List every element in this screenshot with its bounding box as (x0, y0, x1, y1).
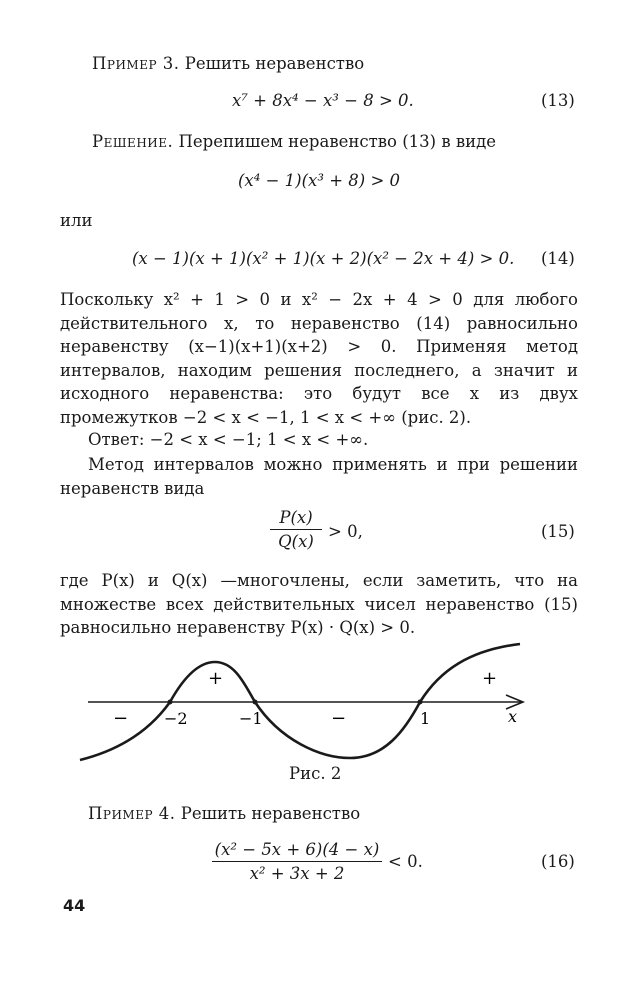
sign-label: + (208, 668, 224, 689)
tick-label: −2 (164, 709, 188, 728)
example3-text: Решить неравенство (184, 54, 365, 73)
equation-16-number: (16) (541, 852, 575, 871)
sign-label: + (482, 668, 498, 689)
example4-heading: Пример 4. (88, 804, 176, 823)
fraction-15 (270, 508, 322, 551)
fraction-16-denominator: x² + 3x + 2 (249, 864, 345, 883)
interval-figure (0, 640, 623, 770)
equation-factored: (x⁴ − 1)(x³ + 8) > 0 (238, 171, 401, 190)
sign-label: − (331, 708, 347, 729)
solution-heading: Решение. (92, 132, 174, 151)
equation-14: (x − 1)(x + 1)(x² + 1)(x + 2)(x² − 2x + 4) > 0. (132, 249, 515, 268)
or-word: или (60, 211, 93, 230)
example3-heading: Пример 3. (92, 54, 180, 73)
root-point (418, 700, 423, 705)
root-point (253, 700, 258, 705)
fraction-16 (212, 840, 382, 883)
tick-label: 1 (420, 709, 431, 728)
fraction-16-numerator: (x² − 5x + 6)(4 − x) (214, 840, 380, 859)
equation-13: x⁷ + 8x⁴ − x³ − 8 > 0. (232, 91, 414, 110)
solution-text: Перепишем неравенство (13) в виде (178, 132, 497, 151)
fraction-15-denominator: Q(x) (278, 532, 314, 551)
equation-16-rhs: < 0. (388, 852, 423, 871)
example4-text: Решить неравенство (180, 804, 361, 823)
root-point (168, 700, 173, 705)
equation-14-number: (14) (541, 249, 575, 268)
equation-15-rhs: > 0, (328, 522, 363, 541)
method-paragraph: Метод интервалов можно применять и при решении неравенств вида (60, 455, 578, 498)
example4-line (88, 804, 360, 824)
figure-caption: Рис. 2 (289, 764, 342, 783)
fraction-bar (212, 861, 382, 862)
page-number: 44 (63, 896, 86, 915)
fraction-bar (270, 529, 322, 530)
equation-13-number: (13) (541, 91, 575, 110)
example3-line (92, 54, 364, 74)
solution-line (92, 132, 496, 152)
fraction-15-numerator: P(x) (279, 508, 313, 527)
axis-label: x (508, 707, 518, 726)
tick-label: −1 (239, 709, 263, 728)
equation-15-number: (15) (541, 522, 575, 541)
method-paragraph-2: где P(x) и Q(x) —многочлены, если заметить, что на множестве всех действительных чисел неравенство (15) равносильно неравенству P(x) · Q(x) > 0. (60, 571, 578, 638)
solution-paragraph: Поскольку x² + 1 > 0 и x² − 2x + 4 > 0 для любого действительного x, то неравенство (14) равносильно неравенству (x−1)(x+1)(x+2) > 0. Применяя метод интервалов, находим решения последнего, а значит и исходного неравенства: это будут все x из двух промежутков −2 < x < −1, 1 < x < +∞ (рис. 2). (60, 290, 578, 427)
answer-line: Ответ: −2 < x < −1; 1 < x < +∞. (88, 430, 369, 449)
sign-label: − (113, 708, 129, 729)
